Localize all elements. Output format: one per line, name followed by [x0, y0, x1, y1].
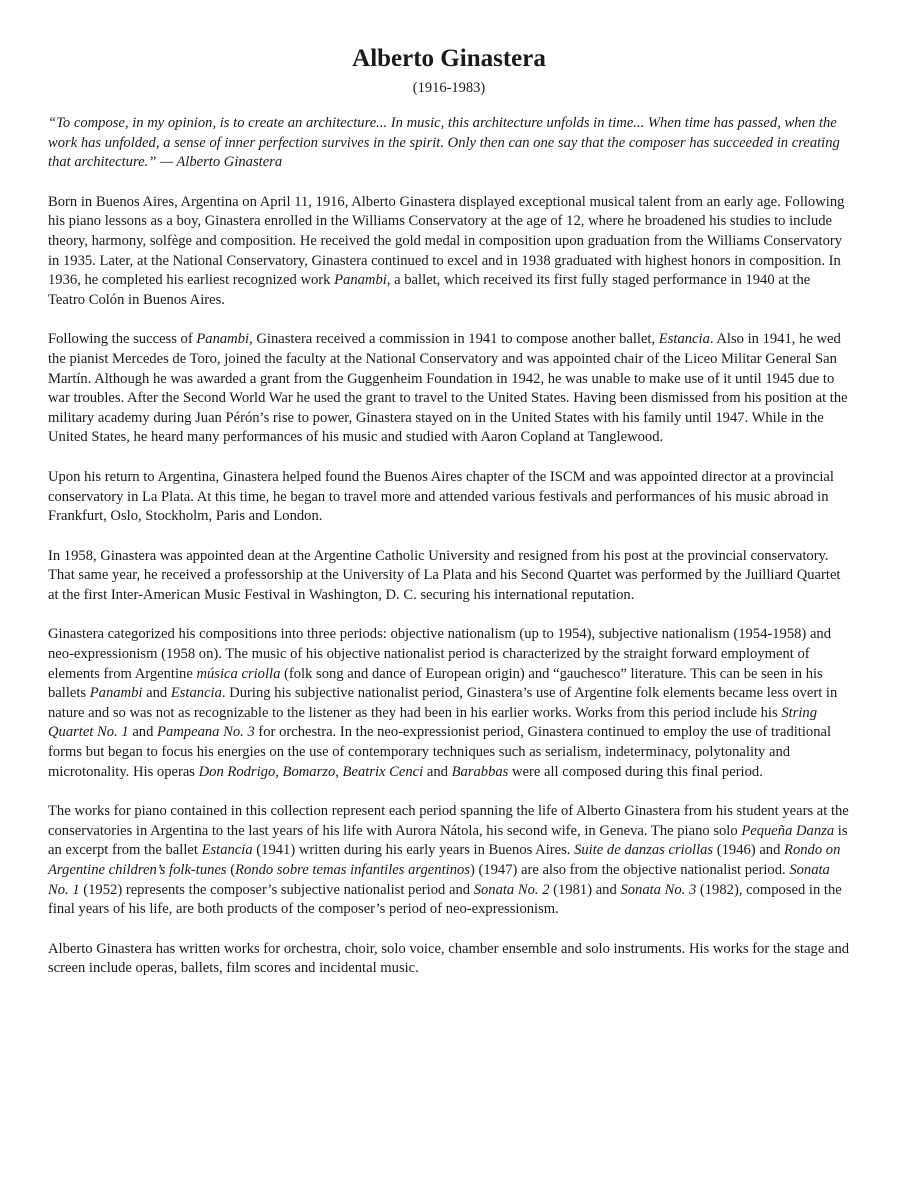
text-run: In 1958, Ginastera was appointed dean at the Argentine Catholic University and resigned from his post at the provincial conservatory. That same year, he received a professorship at the University of La Plata and his Second Quartet was performed by the Juilliard Quartet at the first Inter-American Music Festival in Washington, D. C. securing his international reputation. [48, 547, 841, 603]
italic-title: Estancia [201, 842, 253, 859]
text-run: and [128, 724, 158, 741]
text-run: is an excerpt from the ballet [48, 822, 848, 859]
text-run: Ginastera categorized his compositions into three periods: objective nationalism (up to 1954), subjective nationalism (1954-1958) and neo-expressionism (1958 on). The music of his objective nationalist period is characterized by the straight forward employment of elements from Argentine [48, 626, 832, 682]
italic-title: Sonata No. 3 [620, 881, 697, 898]
page-title: Alberto Ginastera [352, 45, 546, 72]
text-run: . Also in 1941, he wed the pianist Mercedes de Toro, joined the faculty at the National Conservatory and was appointed chair of the Liceo Militar General San Martín. Although he was awarded a grant from the Guggenheim Foundation in 1942, he was unable to make use of it until 1945 due to war troubles. After the Second World War he used the grant to travel to the United States. Having been dismissed from his position at the military academy during Juan Pérón’s rise to power, Ginastera stayed on in the United States with his family until 1947. While in the United States, he heard many performances of his music and studied with Aaron Copland at Tanglewood. [48, 331, 848, 446]
body-paragraph-5 [48, 625, 850, 782]
italic-title: Don Rodrigo, Bomarzo, Beatrix Cenci [198, 763, 424, 780]
text-run: (1981) and [549, 881, 621, 898]
text-run: The works for piano contained in this collection represent each period spanning the life of Alberto Ginastera from his student years at the conservatories in Argentina to the last years of his life with Aurora Nátola, his second wife, in Geneva. The piano solo [48, 803, 849, 839]
text-run: for orchestra. In the neo-expressionist period, Ginastera continued to employ the use of traditional forms but began to focus his energies on the use of contemporary techniques such as serialism, indeterminacy, polytonality and microtonality. His operas [48, 724, 832, 780]
text-run: (1941) written during his early years in Buenos Aires. [252, 842, 575, 859]
body-paragraph-7 [48, 940, 850, 979]
italic-title: música criolla [196, 665, 281, 682]
text-run: ( [226, 862, 236, 878]
body-paragraph-6 [48, 802, 850, 920]
text-run: and [423, 763, 452, 780]
text-run: Upon his return to Argentina, Ginastera helped found the Buenos Aires chapter of the ISCM and was appointed director at a provincial conservatory in La Plata. At this time, he began to travel more and attended various festivals and performances of his music abroad in Frankfurt, Oslo, Stockholm, Paris and London. [48, 468, 834, 525]
body-paragraph-4 [48, 547, 850, 606]
text-run: Alberto Ginastera has written works for orchestra, choir, solo voice, chamber ensemble and solo instruments. His works for the stage and screen include operas, ballets, film scores and incidental music. [48, 940, 850, 977]
body-paragraph-1 [48, 193, 850, 311]
text-run: . During his subjective nationalist period, Ginastera’s use of Argentine folk elements became less overt in nature and so was not as recognizable to the listener as they had been in his earlier works. Works from this period include his [48, 685, 838, 721]
italic-title: Pequeña Danza [741, 822, 835, 839]
text-run: ) (1947) are also from the objective nationalist period. [469, 862, 790, 878]
life-dates: (1916-1983) [412, 80, 486, 96]
italic-title: String Quartet No. 1 [48, 704, 818, 741]
text-run: (1982), composed in the final years of his life, are both products of the composer’s period of neo-expressionism. [48, 881, 842, 918]
text-run: (1946) and [713, 842, 785, 859]
italic-title: Barabbas [451, 763, 509, 780]
italic-title: Panambi [334, 272, 387, 289]
text-run: and [142, 685, 171, 702]
italic-title: Sonata No. 1 [48, 862, 830, 898]
biography-body [48, 193, 850, 979]
text-run: , a ballet, which received its first fully staged performance in 1940 at the Teatro Colón in Buenos Aires. [48, 272, 811, 308]
italic-title: Sonata No. 2 [473, 881, 550, 898]
italic-title: Estancia [658, 331, 710, 348]
italic-title: Panambi [196, 331, 250, 348]
italic-title: Estancia [170, 685, 222, 702]
body-paragraph-2 [48, 330, 850, 448]
text-run: Following the success of [48, 331, 197, 348]
epigraph-quote: “To compose, in my opinion, is to create an architecture... In music, this architecture unfolds in time... When time has passed, when the work has unfolded, a sense of inner perfection survives in the spirit. Only then can one say that the composer has succeeded in creating that architecture.” — Alberto Ginastera [48, 115, 840, 171]
italic-title: Rondo sobre temas infantiles argentinos [235, 862, 470, 878]
body-paragraph-3 [48, 468, 850, 527]
text-run: Born in Buenos Aires, Argentina on April 11, 1916, Alberto Ginastera displayed exceptional musical talent from an early age. Following his piano lessons as a boy, Ginastera enrolled in the Williams Conservatory at the age of 12, where he broadened his studies to include theory, harmony, solfège and composition. He received the gold medal in composition upon graduation from the Williams Conservatory in 1935. Later, at the National Conservatory, Ginastera continued to excel and in 1938 graduated with highest honors in composition. In 1936, he completed his earliest recognized work [48, 193, 845, 289]
text-run: (folk song and dance of European origin) and “gauchesco” literature. This can be seen in his ballets [48, 665, 823, 702]
text-run: (1952) represents the composer’s subjective nationalist period and [79, 881, 474, 898]
text-run: were all composed during this final period. [508, 763, 763, 780]
italic-title: Suite de danzas criollas [574, 842, 714, 859]
italic-title: Pampeana No. 3 [157, 724, 255, 741]
italic-title: Panambi [89, 685, 143, 702]
italic-title: Rondo on Argentine children’s folk-tunes [48, 842, 841, 878]
text-run: , Ginastera received a commission in 1941 to compose another ballet, [249, 331, 659, 348]
